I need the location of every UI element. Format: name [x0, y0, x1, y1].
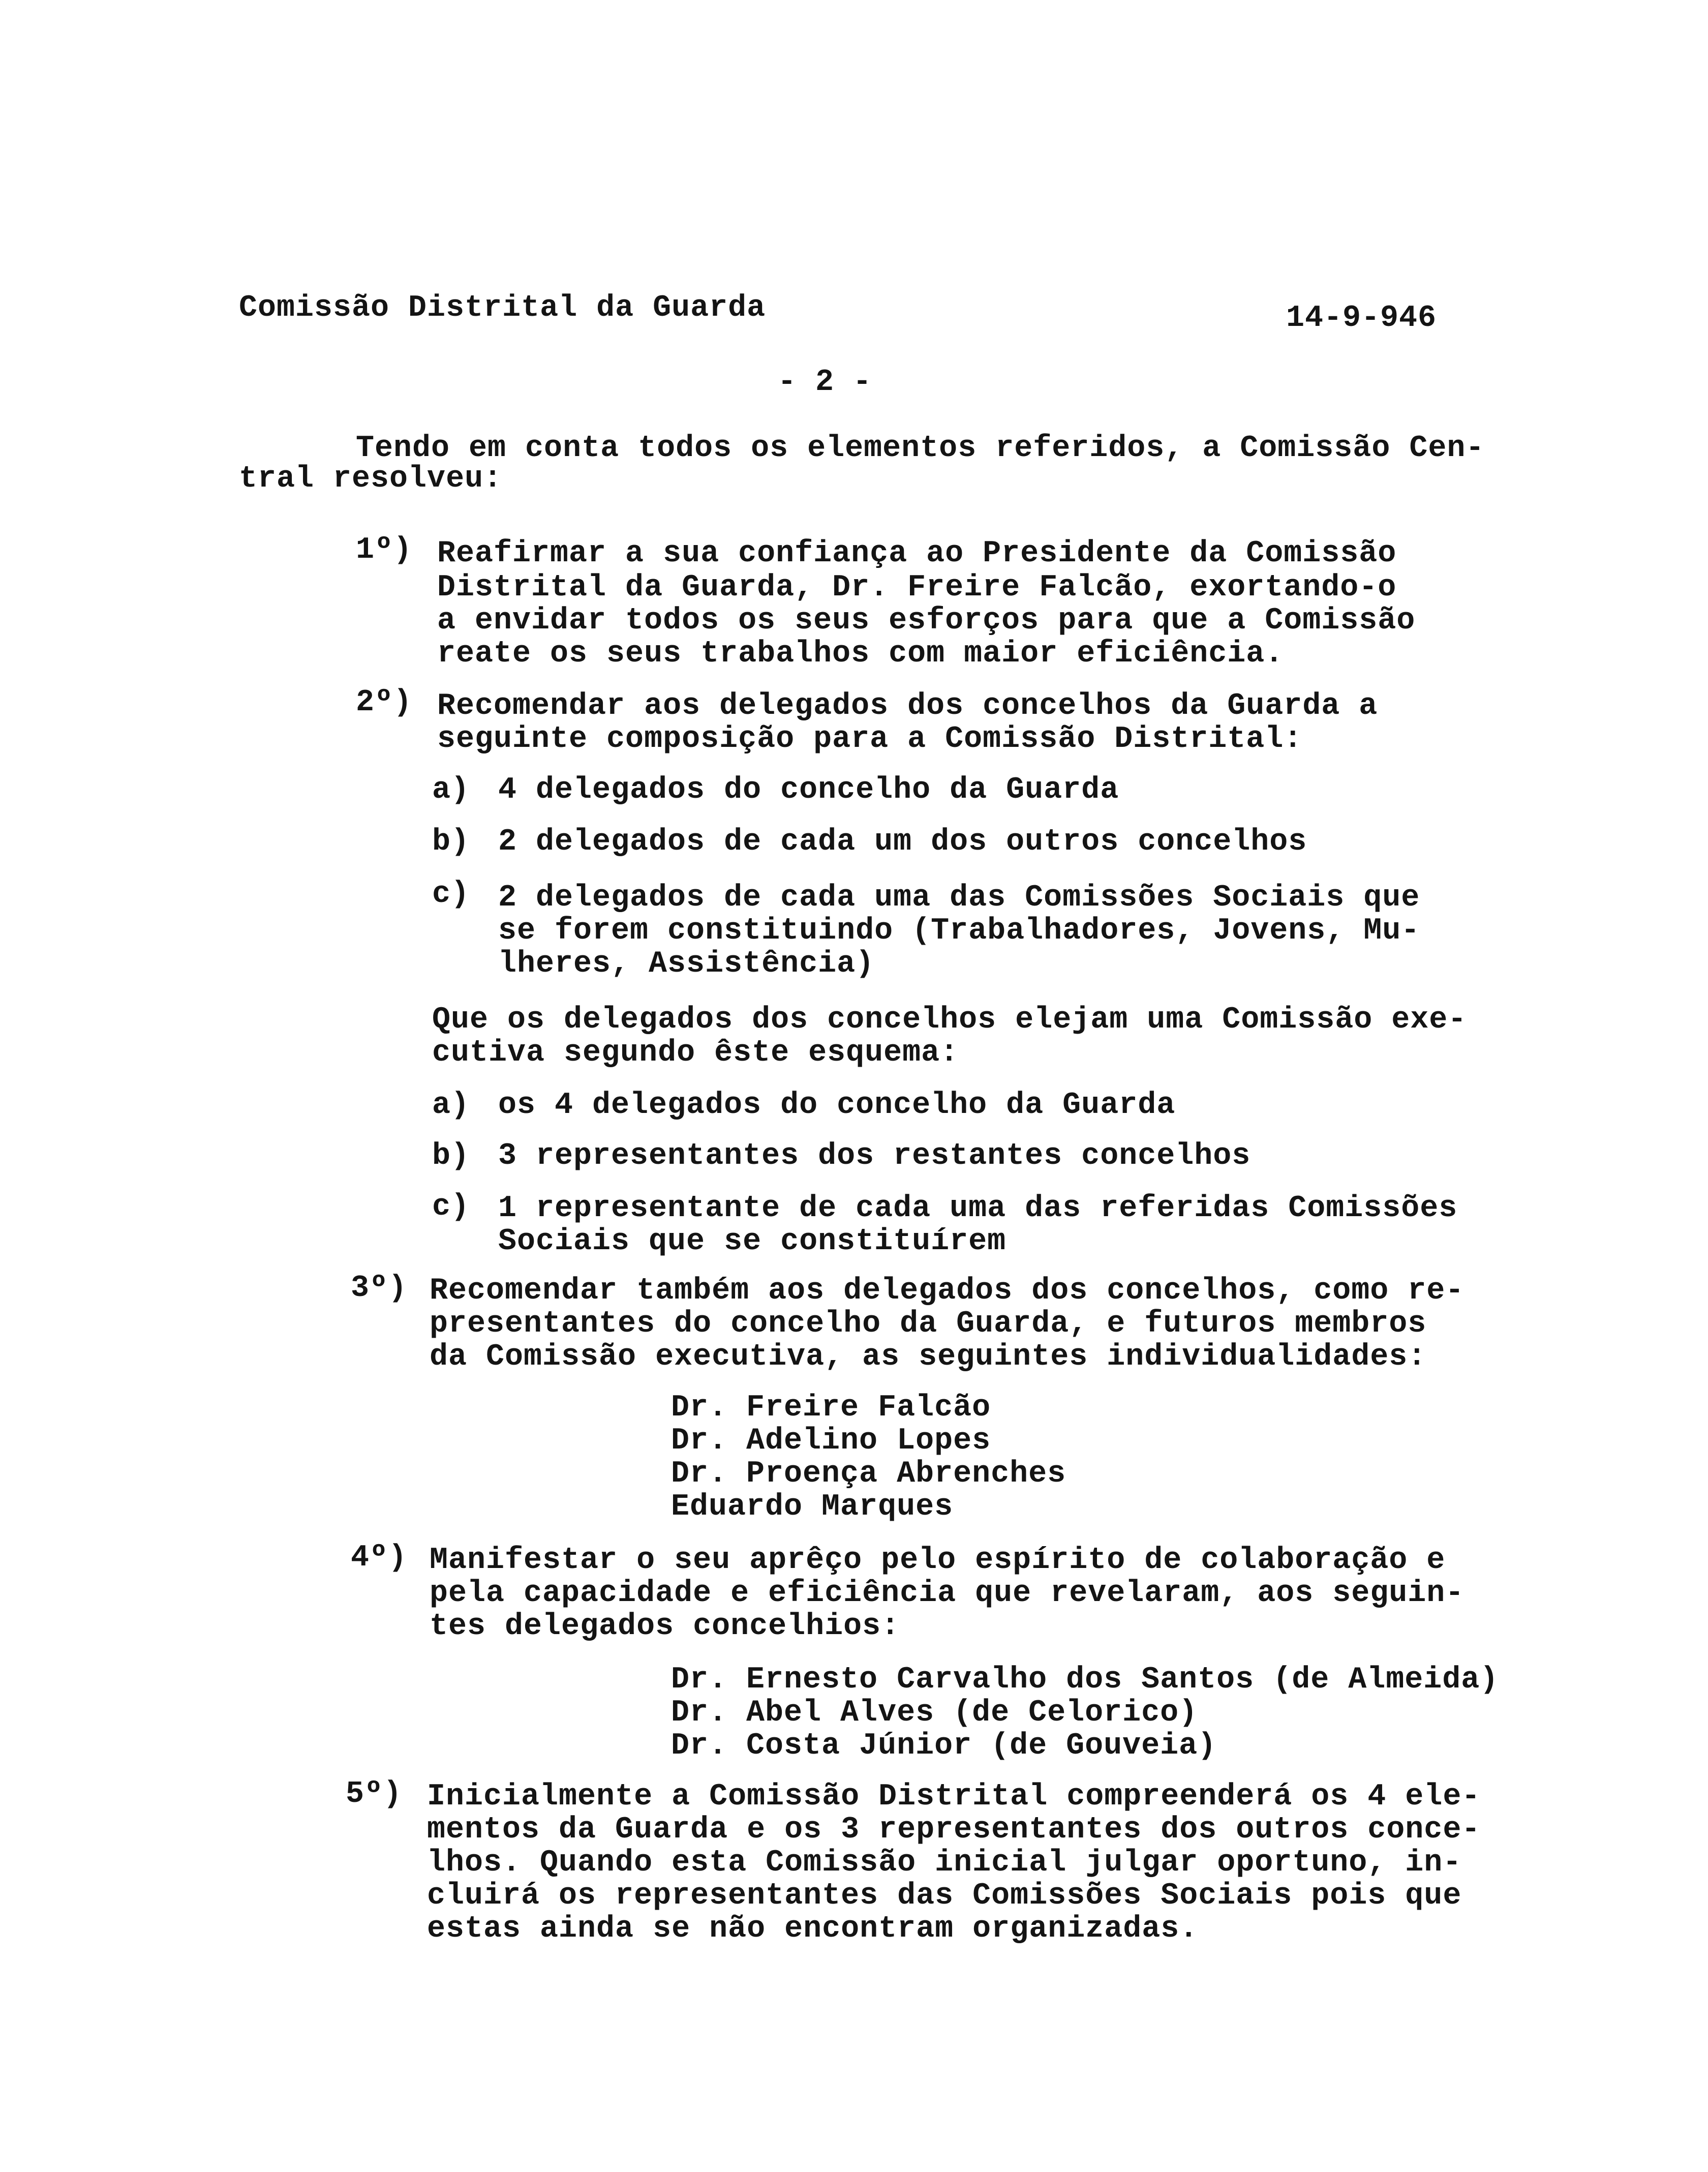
individual-name: Dr. Freire Falcão: [671, 1391, 991, 1425]
item4-line: pela capacidade e eficiência que revelaram, aos seguin-: [430, 1576, 1465, 1611]
item1-line: a envidar todos os seus esforços para que a Comissão: [437, 604, 1416, 638]
composition-label: a): [432, 773, 470, 807]
executive-line: 1 representante de cada uma das referidas Comissões: [498, 1191, 1458, 1226]
executive-intro-line: cutiva segundo êste esquema:: [432, 1036, 959, 1070]
item5-line: mentos da Guarda e os 3 representantes dos outros conce-: [427, 1813, 1481, 1847]
item1-line: reate os seus trabalhos com maior eficiência.: [437, 637, 1284, 671]
item1-line: Distrital da Guarda, Dr. Freire Falcão, exortando-o: [437, 570, 1397, 605]
item2-line: Recomendar aos delegados dos concelhos da Guarda a: [437, 689, 1378, 723]
executive-line: os 4 delegados do concelho da Guarda: [498, 1088, 1176, 1123]
executive-line: Sociais que se constituírem: [498, 1224, 1006, 1259]
intro-line: Tendo em conta todos os elementos referidos, a Comissão Cen-: [356, 431, 1485, 466]
item4-line: Manifestar o seu aprêço pelo espírito de colaboração e: [430, 1543, 1446, 1578]
item-number: 2º): [356, 685, 413, 720]
executive-intro-line: Que os delegados dos concelhos elejam uma Comissão exe-: [432, 1003, 1467, 1037]
composition-line: 2 delegados de cada uma das Comissões Sociais que: [498, 881, 1420, 915]
item3-line: presentantes do concelho da Guarda, e futuros membros: [430, 1307, 1427, 1341]
executive-label: b): [432, 1139, 470, 1173]
intro-line: tral resolveu:: [239, 462, 503, 496]
executive-label: c): [432, 1190, 470, 1224]
item3-line: da Comissão executiva, as seguintes individualidades:: [430, 1340, 1427, 1374]
composition-line: 2 delegados de cada um dos outros concelhos: [498, 825, 1307, 859]
delegate-name: Dr. Ernesto Carvalho dos Santos (de Almeida): [671, 1663, 1499, 1697]
item4-line: tes delegados concelhios:: [430, 1609, 900, 1644]
composition-label: b): [432, 825, 470, 859]
delegate-name: Dr. Costa Júnior (de Gouveia): [671, 1729, 1217, 1763]
item-number: 3º): [351, 1271, 408, 1306]
executive-line: 3 representantes dos restantes concelhos: [498, 1139, 1251, 1173]
item5-line: Inicialmente a Comissão Distrital compreenderá os 4 ele-: [427, 1779, 1481, 1814]
item-number: 1º): [356, 533, 413, 567]
individual-name: Eduardo Marques: [671, 1490, 954, 1524]
header-date: 14-9-946: [1286, 301, 1437, 336]
composition-label: c): [432, 877, 470, 912]
item3-line: Recomendar também aos delegados dos concelhos, como re-: [430, 1274, 1465, 1308]
item-number: 4º): [351, 1541, 408, 1575]
item5-line: estas ainda se não encontram organizadas.: [427, 1912, 1199, 1946]
individual-name: Dr. Proença Abrenches: [671, 1457, 1066, 1491]
delegate-name: Dr. Abel Alves (de Celorico): [671, 1696, 1198, 1730]
header-commission: Comissão Distrital da Guarda: [239, 291, 766, 325]
composition-line: lheres, Assistência): [498, 947, 875, 981]
item5-line: lhos. Quando esta Comissão inicial julgar oportuno, in-: [427, 1846, 1462, 1880]
composition-line: se forem constituindo (Trabalhadores, Jovens, Mu-: [498, 914, 1420, 948]
composition-line: 4 delegados do concelho da Guarda: [498, 773, 1119, 807]
item-number: 5º): [346, 1777, 403, 1812]
item5-line: cluirá os representantes das Comissões Sociais pois que: [427, 1879, 1462, 1913]
item1-line: Reafirmar a sua confiança ao Presidente da Comissão: [437, 536, 1397, 571]
item2-line: seguinte composição para a Comissão Distrital:: [437, 722, 1303, 757]
executive-label: a): [432, 1088, 470, 1123]
individual-name: Dr. Adelino Lopes: [671, 1424, 991, 1458]
page-number: - 2 -: [778, 365, 872, 400]
